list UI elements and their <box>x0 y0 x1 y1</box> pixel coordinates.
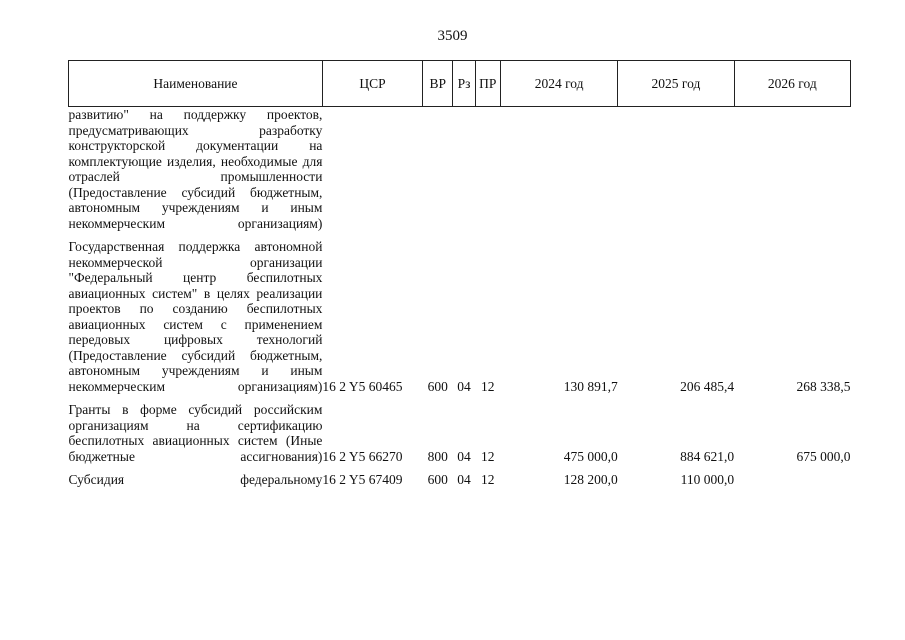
header-name: Наименование <box>69 61 323 107</box>
page-number: 3509 <box>437 28 468 44</box>
row-2025: 110 000,0 <box>680 472 735 487</box>
table-header-row <box>69 61 851 107</box>
row-spacer <box>69 394 851 402</box>
row-pr: 12 <box>481 378 495 394</box>
row-2026 <box>734 107 850 232</box>
table-row <box>69 472 851 488</box>
budget-table <box>68 60 851 488</box>
row-2026 <box>734 472 850 488</box>
row-rz: 04 <box>457 472 471 487</box>
row-rz: 04 <box>457 448 471 464</box>
row-vr <box>423 107 453 232</box>
row-2026: 268 338,5 <box>796 378 851 394</box>
row-name: Субсидия федеральному <box>68 472 323 487</box>
row-2025 <box>618 107 734 232</box>
row-2024: 128 200,0 <box>563 472 618 487</box>
row-pr <box>475 107 500 232</box>
row-spacer <box>69 464 851 472</box>
header-2025: 2025 год <box>618 61 734 107</box>
row-name: Гранты в форме субсидий российским организациям на сертификацию беспилотных авиационных систем (Иные бюджетные ассигнования) <box>68 402 323 464</box>
row-csr <box>322 107 422 232</box>
header-vr: ВР <box>423 61 453 107</box>
row-vr: 600 <box>427 472 448 487</box>
row-pr: 12 <box>481 472 495 487</box>
header-2024: 2024 год <box>500 61 617 107</box>
row-csr: 16 2 Y5 60465 <box>322 378 403 394</box>
row-csr: 16 2 Y5 67409 <box>322 472 403 487</box>
row-name: развитию" на поддержку проектов, предусматривающих разработку конструкторской документации на комплектующие изделия, необходимые для отраслей промышленности (Предоставление субсидий бюджетным, автономным учреждениям и иным некоммерческим организациям) <box>68 107 323 231</box>
row-pr: 12 <box>481 448 495 464</box>
row-2025: 884 621,0 <box>680 448 735 464</box>
row-spacer <box>69 231 851 239</box>
row-2026: 675 000,0 <box>796 448 851 464</box>
row-rz <box>453 107 475 232</box>
table-row <box>69 239 851 394</box>
row-vr: 800 <box>427 448 448 464</box>
row-csr: 16 2 Y5 66270 <box>322 448 403 464</box>
row-2024: 130 891,7 <box>563 378 618 394</box>
row-2025: 206 485,4 <box>680 378 735 394</box>
row-2024 <box>500 107 617 232</box>
header-rz: Рз <box>453 61 475 107</box>
row-2024: 475 000,0 <box>563 448 618 464</box>
row-rz: 04 <box>457 378 471 394</box>
table-row <box>69 402 851 464</box>
table-row <box>69 107 851 232</box>
row-vr: 600 <box>427 378 448 394</box>
header-csr: ЦСР <box>322 61 422 107</box>
header-pr: ПР <box>475 61 500 107</box>
row-name: Государственная поддержка автономной некоммерческой организации "Федеральный центр беспилотных авиационных систем" в целях реализации проектов по созданию беспилотных авиационных систем с применением передовых цифровых технологий (Предоставление субсидий бюджетным, автономным учреждениям и иным некоммерческим организациям) <box>68 239 323 394</box>
header-2026: 2026 год <box>734 61 850 107</box>
